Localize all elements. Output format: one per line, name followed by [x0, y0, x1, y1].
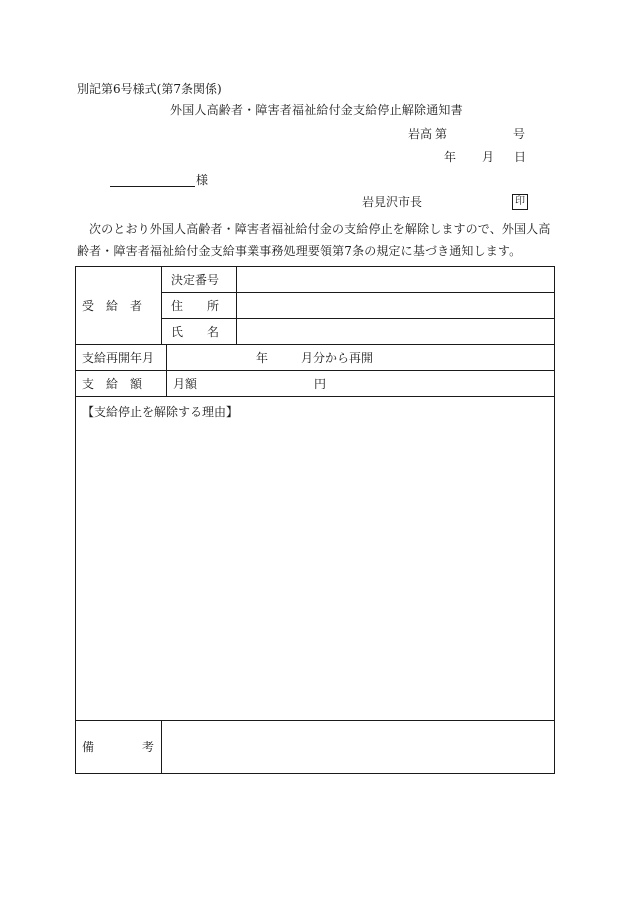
column-divider — [161, 720, 162, 774]
date-day: 日 — [514, 150, 527, 164]
monthly-label: 月額 — [173, 377, 198, 391]
row-divider — [76, 344, 555, 345]
document-number-dai: 第 — [435, 127, 448, 141]
addressee-honorific: 様 — [196, 173, 209, 187]
name-label: 氏 名 — [171, 325, 220, 339]
resume-date-label: 支給再開年月 — [82, 351, 155, 365]
resume-month-text: 月分から再開 — [301, 351, 374, 365]
form-table — [75, 266, 555, 774]
seal-mark: 印 — [512, 194, 528, 210]
row-divider — [76, 720, 555, 721]
date-year: 年 — [444, 150, 457, 164]
document-number-prefix: 岩高 — [408, 127, 433, 141]
decision-number-label: 決定番号 — [171, 273, 220, 287]
remarks-label: 備 考 — [82, 740, 155, 754]
form-label: 別記第6号様式(第7条関係) — [77, 82, 222, 96]
column-divider — [166, 344, 167, 396]
document-title: 外国人高齢者・障害者福祉給付金支給停止解除通知書 — [170, 103, 463, 117]
column-divider — [161, 267, 162, 344]
row-divider — [161, 318, 555, 319]
column-divider — [236, 267, 237, 344]
issuer-name: 岩見沢市長 — [362, 195, 423, 209]
document-number-go: 号 — [513, 127, 526, 141]
row-divider — [76, 370, 555, 371]
recipient-group-label: 受 給 者 — [82, 299, 143, 313]
address-label: 住 所 — [171, 299, 220, 313]
row-divider — [76, 396, 555, 397]
body-text: 次のとおり外国人高齢者・障害者福祉給付金の支給停止を解除しますので、外国人高齢者・障害者福祉給付金支給事業事務処理要領第7条の規定に基づき通知します。 — [77, 222, 551, 258]
reason-label: 【支給停止を解除する理由】 — [82, 405, 239, 419]
addressee-name-line — [110, 186, 195, 187]
amount-label: 支 給 額 — [82, 377, 143, 391]
row-divider — [161, 292, 555, 293]
yen-label: 円 — [314, 377, 327, 391]
date-month: 月 — [482, 150, 495, 164]
resume-year-label: 年 — [256, 351, 269, 365]
